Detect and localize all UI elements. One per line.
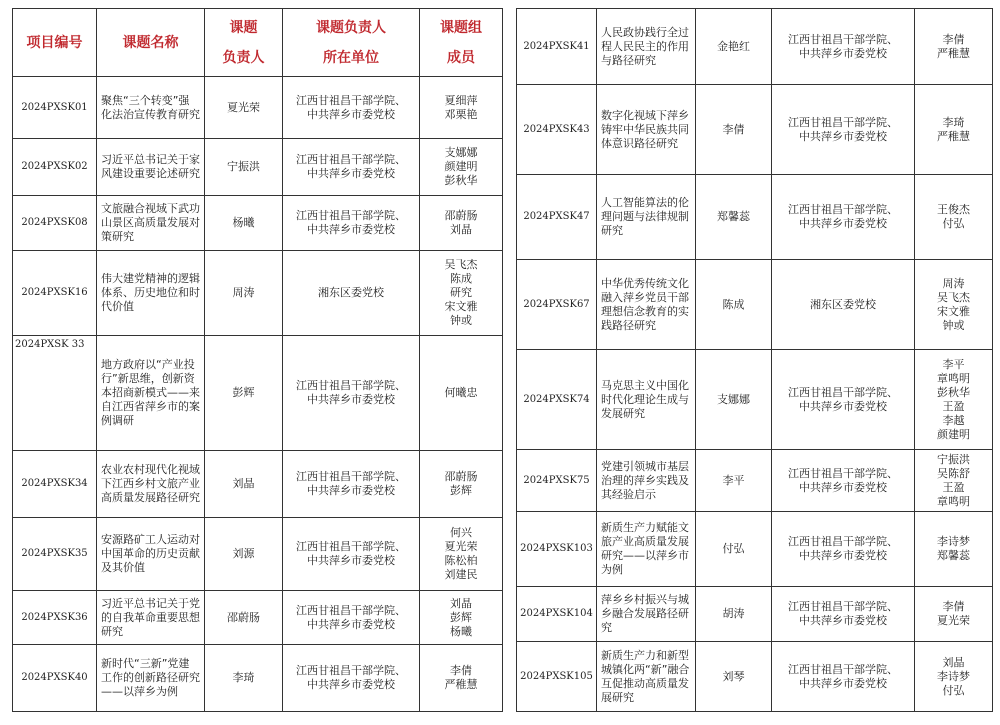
member-name: 刘晶 bbox=[450, 596, 472, 610]
unit-line: 中共萍乡市委党校 bbox=[799, 614, 887, 627]
project-leader: 杨曦 bbox=[205, 196, 283, 251]
project-leader: 李琦 bbox=[205, 645, 283, 712]
member-name: 彭秋华 bbox=[937, 385, 970, 399]
unit-line: 中共萍乡市委党校 bbox=[799, 480, 887, 494]
unit-line: 湘东区委党校 bbox=[318, 286, 384, 299]
project-code: 2024PXSK67 bbox=[517, 260, 597, 350]
team-members bbox=[915, 512, 993, 587]
member-name: 钟或 bbox=[450, 314, 472, 327]
project-leader: 刘琴 bbox=[696, 642, 772, 712]
project-leader: 邵蔚肠 bbox=[205, 591, 283, 645]
table-row bbox=[13, 518, 503, 591]
team-members bbox=[915, 350, 993, 450]
member-name: 王盈 bbox=[942, 399, 965, 413]
unit-line: 湘东区委党校 bbox=[810, 297, 876, 311]
table-row bbox=[13, 591, 503, 645]
leader-unit bbox=[772, 512, 915, 587]
header-members bbox=[420, 9, 503, 77]
team-members bbox=[915, 260, 993, 350]
unit-line: 江西甘祖昌干部学院、 bbox=[296, 209, 406, 222]
project-code: 2024PXSK01 bbox=[13, 77, 97, 139]
member-name: 吴飞杰 bbox=[444, 258, 478, 271]
project-code: 2024PXSK02 bbox=[13, 139, 97, 196]
leader-unit bbox=[283, 451, 420, 518]
member-name: 李平 bbox=[942, 357, 965, 371]
table-row bbox=[517, 587, 993, 642]
team-members bbox=[420, 451, 503, 518]
unit-line: 中共萍乡市委党校 bbox=[307, 223, 395, 236]
member-name: 李越 bbox=[942, 413, 965, 427]
team-members bbox=[915, 587, 993, 642]
header-members-line2: 成员 bbox=[447, 49, 475, 66]
unit-line: 江西甘祖昌干部学院、 bbox=[296, 379, 406, 392]
unit-line: 中共萍乡市委党校 bbox=[307, 393, 395, 406]
project-table-right bbox=[516, 8, 993, 712]
member-name: 吴陈舒 bbox=[937, 466, 970, 480]
project-leader: 金艳红 bbox=[696, 9, 772, 85]
leader-unit bbox=[283, 139, 420, 196]
table-row bbox=[517, 9, 993, 85]
member-name: 杨曦 bbox=[450, 624, 472, 638]
header-members-line1: 课题组 bbox=[440, 19, 482, 36]
member-name: 刘晶 bbox=[942, 655, 965, 669]
project-code: 2024PXSK104 bbox=[517, 587, 597, 642]
project-code: 2024PXSK105 bbox=[517, 642, 597, 712]
unit-line: 江西甘祖昌干部学院、 bbox=[788, 662, 898, 676]
leader-unit bbox=[283, 196, 420, 251]
member-name: 宋文雅 bbox=[937, 304, 970, 318]
member-name: 夏光荣 bbox=[937, 614, 970, 627]
project-code: 2024PXSK16 bbox=[13, 251, 97, 336]
project-title: 党建引领城市基层治理的萍乡实践及其经验启示 bbox=[597, 450, 696, 512]
member-name: 钟或 bbox=[942, 318, 965, 332]
unit-line: 中共萍乡市委党校 bbox=[307, 617, 395, 631]
project-code: 2024PXSK35 bbox=[13, 518, 97, 591]
project-leader: 陈成 bbox=[696, 260, 772, 350]
project-code: 2024PXSK43 bbox=[517, 85, 597, 175]
member-name: 宋文雅 bbox=[444, 300, 478, 313]
unit-line: 中共萍乡市委党校 bbox=[307, 678, 395, 691]
table-row bbox=[517, 175, 993, 260]
table-row bbox=[13, 251, 503, 336]
unit-line: 江西甘祖昌干部学院、 bbox=[788, 385, 898, 399]
header-unit-line2: 所在单位 bbox=[323, 49, 379, 66]
member-name: 章鸣明 bbox=[937, 371, 970, 385]
project-title: 习近平总书记关于党的自我革命重要思想研究 bbox=[97, 591, 205, 645]
unit-line: 中共萍乡市委党校 bbox=[799, 549, 887, 562]
member-name: 颜建明 bbox=[444, 160, 478, 173]
unit-line: 江西甘祖昌干部学院、 bbox=[788, 32, 898, 46]
project-leader: 周涛 bbox=[205, 251, 283, 336]
member-name: 颜建明 bbox=[937, 427, 970, 441]
team-members bbox=[915, 175, 993, 260]
member-name: 吴飞杰 bbox=[937, 290, 970, 304]
member-name: 王俊杰 bbox=[937, 203, 970, 216]
team-members bbox=[420, 336, 503, 451]
table-row bbox=[13, 451, 503, 518]
table-row bbox=[517, 512, 993, 587]
team-members bbox=[420, 196, 503, 251]
member-name: 付弘 bbox=[942, 683, 965, 697]
project-leader: 李倩 bbox=[696, 85, 772, 175]
project-leader: 胡涛 bbox=[696, 587, 772, 642]
member-name: 彭辉 bbox=[450, 484, 472, 497]
team-members bbox=[420, 645, 503, 712]
team-members bbox=[915, 85, 993, 175]
project-title: 文旅融合视域下武功山景区高质量发展对策研究 bbox=[97, 196, 205, 251]
project-title: 地方政府以“产业投行”新思维，创新资本招商新模式——来自江西省萍乡市的案例调研 bbox=[97, 336, 205, 451]
table-row bbox=[13, 196, 503, 251]
leader-unit bbox=[283, 645, 420, 712]
team-members bbox=[420, 77, 503, 139]
header-leader bbox=[205, 9, 283, 77]
header-title: 课题名称 bbox=[97, 9, 205, 77]
unit-line: 江西甘祖昌干部学院、 bbox=[296, 540, 406, 553]
member-name: 郑馨蕊 bbox=[937, 549, 970, 562]
project-title: 伟大建党精神的逻辑体系、历史地位和时代价值 bbox=[97, 251, 205, 336]
leader-unit bbox=[283, 518, 420, 591]
unit-line: 中共萍乡市委党校 bbox=[799, 399, 887, 413]
project-title: 中华优秀传统文化融入萍乡党员干部理想信念教育的实践路径研究 bbox=[597, 260, 696, 350]
team-members bbox=[915, 642, 993, 712]
project-title: 人工智能算法的伦理问题与法律规制研究 bbox=[597, 175, 696, 260]
team-members bbox=[420, 591, 503, 645]
member-name: 李诗梦 bbox=[937, 535, 970, 548]
unit-line: 中共萍乡市委党校 bbox=[799, 129, 887, 143]
unit-line: 中共萍乡市委党校 bbox=[307, 484, 395, 497]
project-code: 2024PXSK 33 bbox=[13, 336, 97, 451]
member-name: 严稚慧 bbox=[937, 46, 970, 60]
project-leader: 夏光荣 bbox=[205, 77, 283, 139]
unit-line: 江西甘祖昌干部学院、 bbox=[296, 664, 406, 677]
project-title: 聚焦“三个转变”强化法治宣传教育研究 bbox=[97, 77, 205, 139]
leader-unit bbox=[772, 450, 915, 512]
unit-line: 中共萍乡市委党校 bbox=[307, 167, 395, 180]
project-code: 2024PXSK34 bbox=[13, 451, 97, 518]
project-title: 安源路矿工人运动对中国革命的历史贡献及其价值 bbox=[97, 518, 205, 591]
header-row bbox=[13, 9, 503, 77]
member-name: 何兴 bbox=[450, 526, 472, 539]
member-name: 邓栗艳 bbox=[444, 107, 478, 121]
team-members bbox=[915, 9, 993, 85]
member-name: 陈成 bbox=[450, 272, 472, 285]
table-row bbox=[13, 139, 503, 196]
unit-line: 中共萍乡市委党校 bbox=[307, 107, 395, 121]
unit-line: 江西甘祖昌干部学院、 bbox=[296, 603, 406, 617]
leader-unit bbox=[283, 251, 420, 336]
table-row bbox=[517, 642, 993, 712]
project-code: 2024PXSK103 bbox=[517, 512, 597, 587]
leader-unit bbox=[772, 587, 915, 642]
member-name: 李倩 bbox=[450, 664, 472, 677]
project-leader: 刘晶 bbox=[205, 451, 283, 518]
table-body-left bbox=[13, 77, 503, 712]
member-name: 夏细萍 bbox=[444, 93, 478, 107]
member-name: 邵蔚肠 bbox=[444, 470, 478, 483]
member-name: 刘晶 bbox=[450, 223, 472, 236]
member-name: 王盈 bbox=[942, 480, 965, 494]
leader-unit bbox=[772, 642, 915, 712]
leader-unit bbox=[283, 77, 420, 139]
member-name: 李琦 bbox=[942, 115, 965, 129]
project-title: 人民政协践行全过程人民民主的作用与路径研究 bbox=[597, 9, 696, 85]
project-leader: 刘源 bbox=[205, 518, 283, 591]
leader-unit bbox=[283, 591, 420, 645]
table-row bbox=[517, 350, 993, 450]
member-name: 邵蔚肠 bbox=[444, 209, 478, 222]
table-row bbox=[517, 85, 993, 175]
project-leader: 李平 bbox=[696, 450, 772, 512]
table-body-right bbox=[517, 9, 993, 712]
member-name: 何曦忠 bbox=[444, 386, 478, 399]
unit-line: 中共萍乡市委党校 bbox=[799, 217, 887, 230]
member-name: 彭辉 bbox=[450, 610, 472, 624]
header-code: 项目编号 bbox=[13, 9, 97, 77]
project-title: 萍乡乡村振兴与城乡融合发展路径研究 bbox=[597, 587, 696, 642]
leader-unit bbox=[772, 350, 915, 450]
project-table-left bbox=[12, 8, 503, 712]
project-leader: 付弘 bbox=[696, 512, 772, 587]
member-name: 宁振洪 bbox=[937, 452, 970, 466]
table-row bbox=[517, 260, 993, 350]
project-title: 新质生产力和新型城镇化两“新”融合互促推动高质量发展研究 bbox=[597, 642, 696, 712]
project-code: 2024PXSK47 bbox=[517, 175, 597, 260]
project-title: 习近平总书记关于家风建设重要论述研究 bbox=[97, 139, 205, 196]
unit-line: 江西甘祖昌干部学院、 bbox=[788, 203, 898, 216]
project-leader: 彭辉 bbox=[205, 336, 283, 451]
unit-line: 江西甘祖昌干部学院、 bbox=[788, 535, 898, 548]
unit-line: 江西甘祖昌干部学院、 bbox=[788, 466, 898, 480]
project-title: 新时代“三新”党建工作的创新路径研究——以萍乡为例 bbox=[97, 645, 205, 712]
project-code: 2024PXSK40 bbox=[13, 645, 97, 712]
header-leader-line2: 负责人 bbox=[222, 49, 265, 66]
header-leader-line1: 课题 bbox=[229, 19, 258, 36]
team-members bbox=[420, 139, 503, 196]
leader-unit bbox=[772, 175, 915, 260]
team-members bbox=[420, 518, 503, 591]
project-code: 2024PXSK74 bbox=[517, 350, 597, 450]
unit-line: 江西甘祖昌干部学院、 bbox=[296, 93, 406, 107]
table-row bbox=[13, 77, 503, 139]
unit-line: 中共萍乡市委党校 bbox=[799, 46, 887, 60]
project-leader: 宁振洪 bbox=[205, 139, 283, 196]
member-name: 李诗梦 bbox=[937, 669, 970, 683]
project-title: 农业农村现代化视域下江西乡村文旅产业高质量发展路径研究 bbox=[97, 451, 205, 518]
member-name: 严稚慧 bbox=[444, 678, 478, 691]
leader-unit bbox=[772, 260, 915, 350]
leader-unit bbox=[283, 336, 420, 451]
project-leader: 郑馨蕊 bbox=[696, 175, 772, 260]
table-row bbox=[13, 336, 503, 451]
member-name: 付弘 bbox=[942, 217, 965, 230]
member-name: 李倩 bbox=[942, 600, 965, 613]
project-leader: 支娜娜 bbox=[696, 350, 772, 450]
project-code: 2024PXSK75 bbox=[517, 450, 597, 512]
member-name: 章鸣明 bbox=[937, 494, 970, 508]
unit-line: 江西甘祖昌干部学院、 bbox=[788, 600, 898, 613]
member-name: 支娜娜 bbox=[444, 146, 478, 159]
project-code: 2024PXSK41 bbox=[517, 9, 597, 85]
member-name: 彭秋华 bbox=[444, 174, 478, 187]
project-title: 马克思主义中国化时代化理论生成与发展研究 bbox=[597, 350, 696, 450]
unit-line: 江西甘祖昌干部学院、 bbox=[788, 115, 898, 129]
unit-line: 中共萍乡市委党校 bbox=[307, 554, 395, 567]
team-members bbox=[420, 251, 503, 336]
project-code: 2024PXSK08 bbox=[13, 196, 97, 251]
table-row bbox=[517, 450, 993, 512]
member-name: 刘建民 bbox=[444, 568, 478, 581]
leader-unit bbox=[772, 9, 915, 85]
unit-line: 江西甘祖昌干部学院、 bbox=[296, 470, 406, 483]
header-unit-line1: 课题负责人 bbox=[316, 19, 386, 36]
project-title: 新质生产力赋能文旅产业高质量发展研究——以萍乡市为例 bbox=[597, 512, 696, 587]
member-name: 研究 bbox=[450, 286, 472, 299]
leader-unit bbox=[772, 85, 915, 175]
header-unit bbox=[283, 9, 420, 77]
table-row bbox=[13, 645, 503, 712]
member-name: 李倩 bbox=[942, 32, 965, 46]
member-name: 严稚慧 bbox=[937, 129, 970, 143]
member-name: 夏光荣 bbox=[444, 540, 478, 553]
unit-line: 中共萍乡市委党校 bbox=[799, 676, 887, 690]
project-title: 数字化视域下萍乡铸牢中华民族共同体意识路径研究 bbox=[597, 85, 696, 175]
project-code: 2024PXSK36 bbox=[13, 591, 97, 645]
team-members bbox=[915, 450, 993, 512]
member-name: 周涛 bbox=[942, 276, 965, 290]
unit-line: 江西甘祖昌干部学院、 bbox=[296, 153, 406, 166]
member-name: 陈松柏 bbox=[444, 554, 478, 567]
